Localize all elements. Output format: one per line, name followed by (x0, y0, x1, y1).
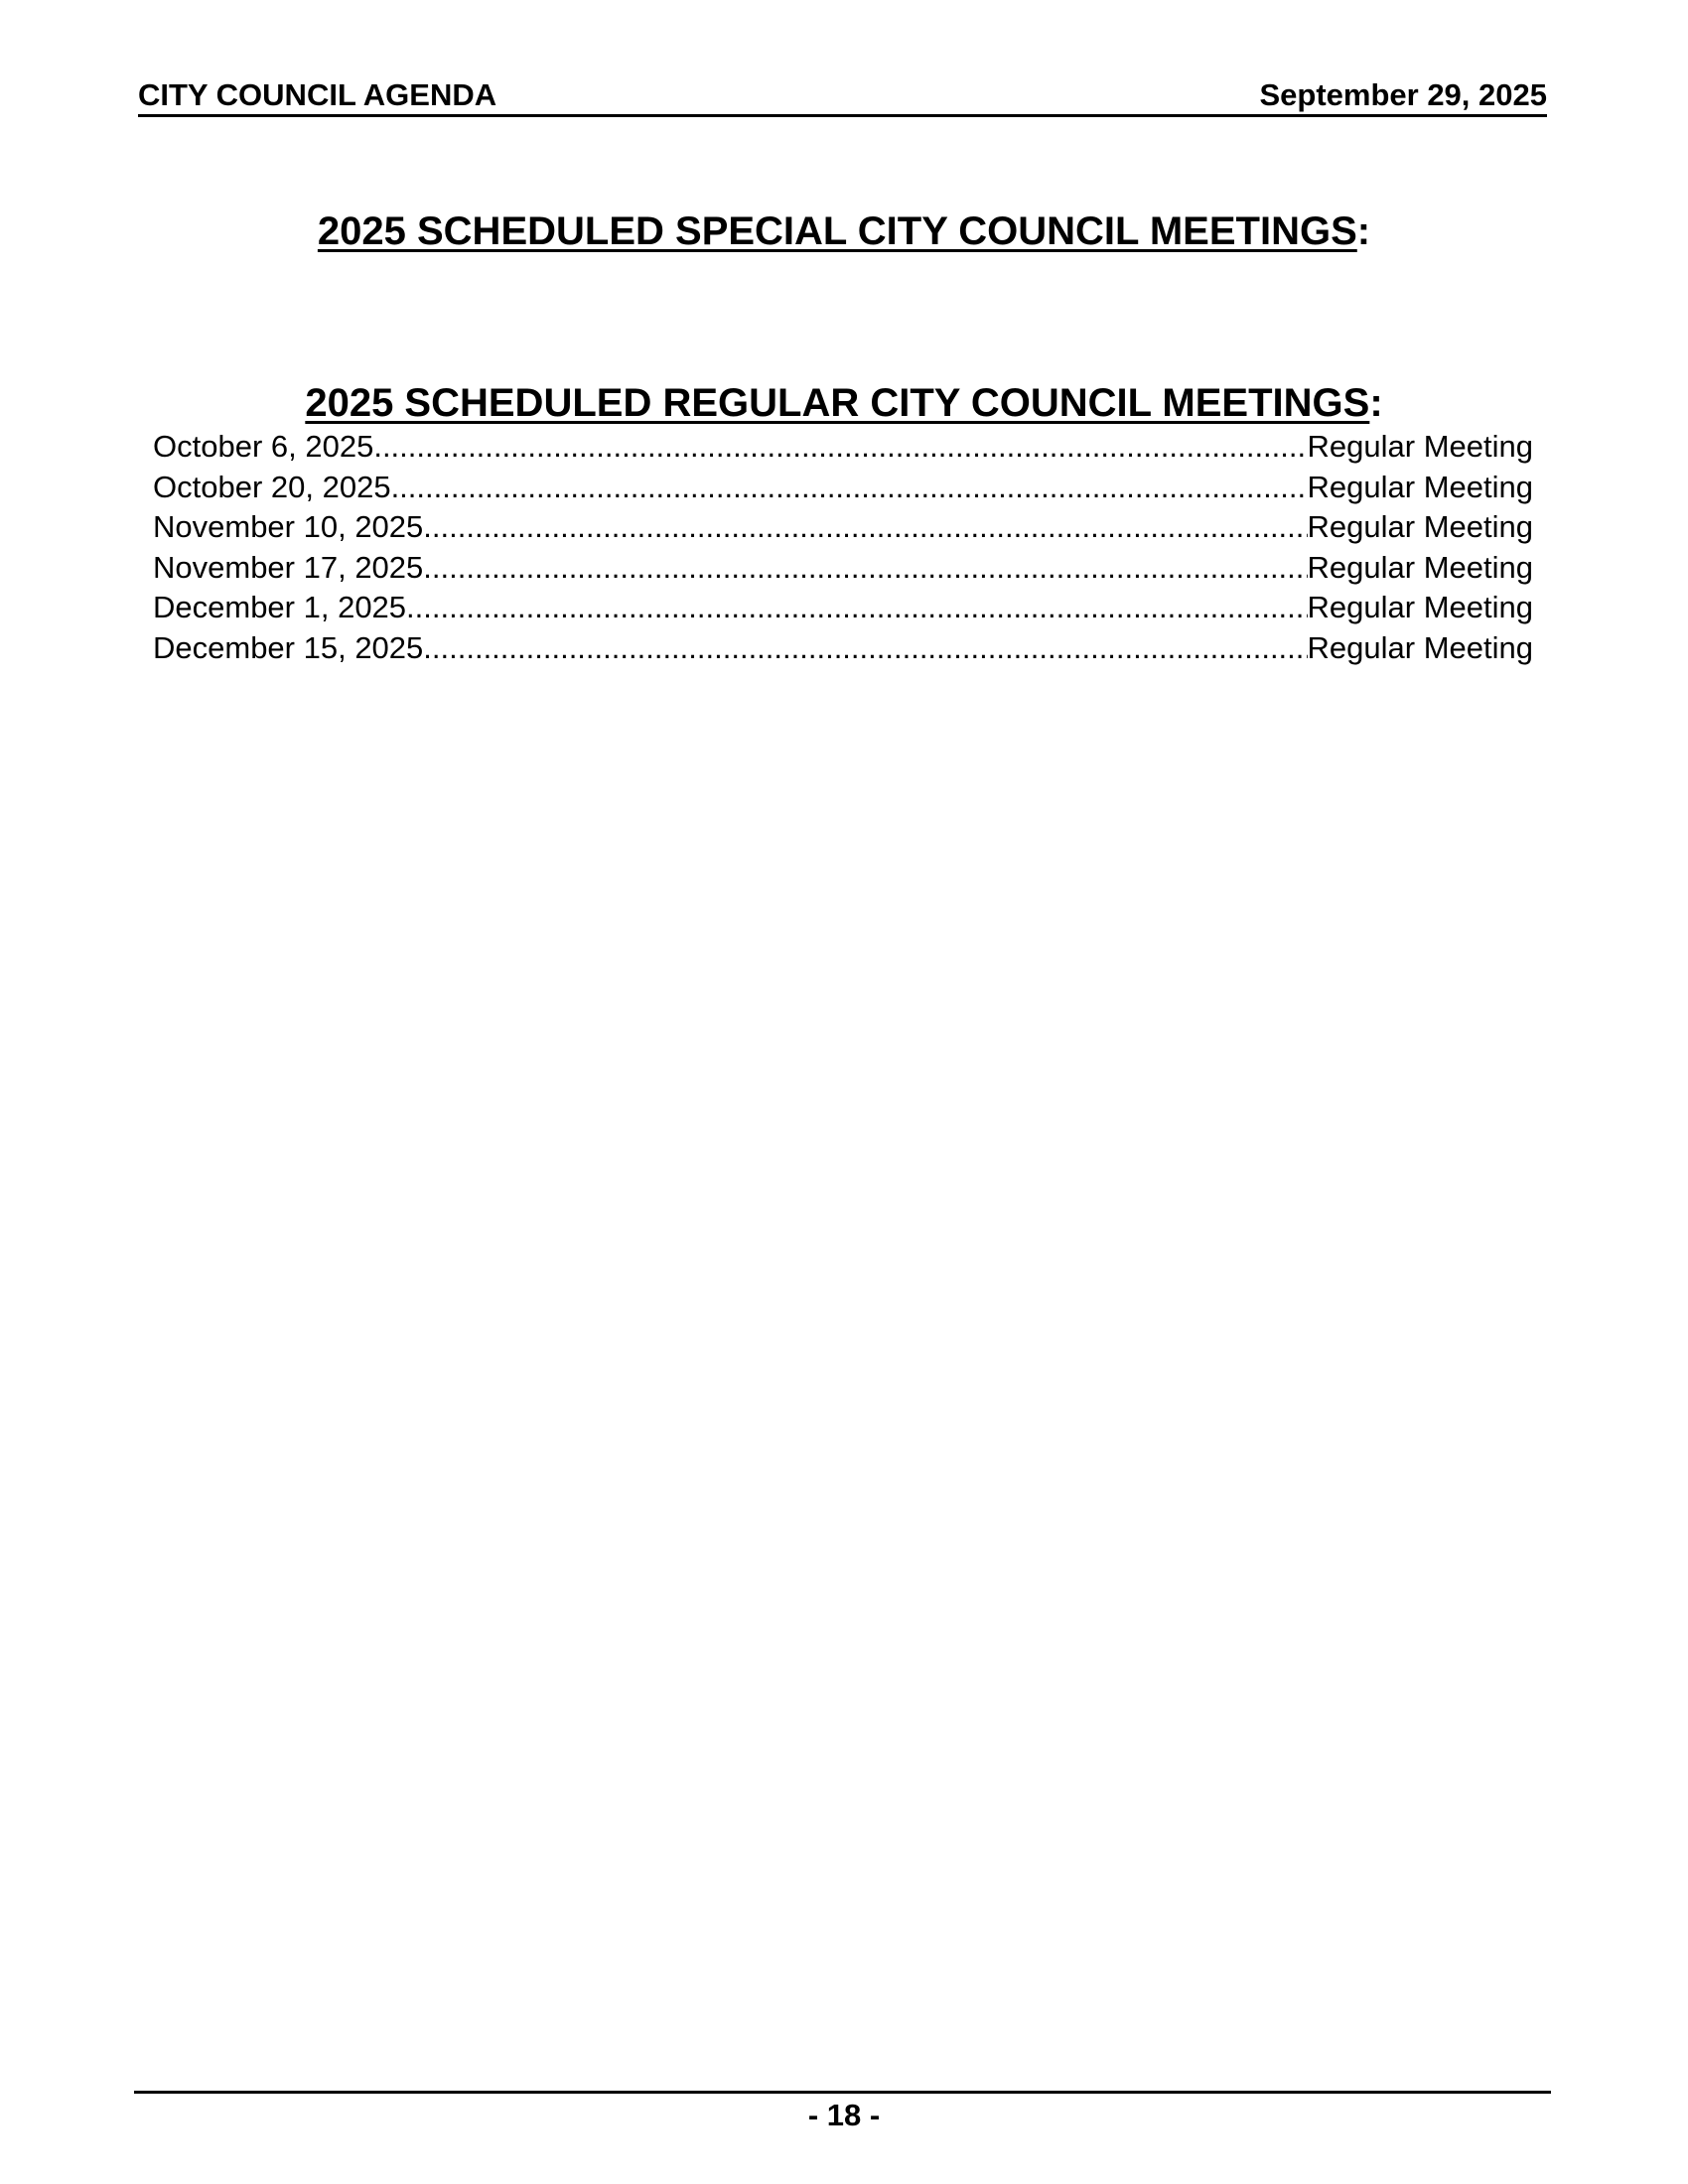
regular-meetings-heading (0, 380, 1688, 426)
meeting-date: December 15, 2025 (153, 629, 424, 665)
list-item (153, 628, 1533, 669)
list-item (153, 427, 1533, 468)
page-header (138, 77, 1547, 117)
regular-meetings-list (153, 427, 1533, 668)
meeting-date: December 1, 2025 (153, 590, 407, 624)
meeting-date: November 17, 2025 (153, 549, 424, 585)
meeting-type: Regular Meeting (1307, 509, 1533, 544)
special-meetings-colon: : (1356, 209, 1371, 253)
dot-leader (423, 548, 1307, 589)
special-meetings-title: 2025 SCHEDULED SPECIAL CITY COUNCIL MEETINGS (317, 209, 1357, 253)
regular-meetings-colon: : (1369, 381, 1383, 425)
dot-leader (406, 588, 1307, 628)
meeting-type: Regular Meeting (1307, 549, 1533, 585)
agenda-date: September 29, 2025 (1259, 77, 1547, 112)
meeting-type: Regular Meeting (1307, 469, 1533, 504)
meeting-date: October 20, 2025 (153, 469, 391, 504)
meeting-date: October 6, 2025 (153, 429, 374, 464)
dot-leader (423, 628, 1307, 669)
list-item (153, 507, 1533, 548)
dot-leader (373, 427, 1307, 468)
meeting-type: Regular Meeting (1307, 429, 1533, 464)
list-item (153, 548, 1533, 589)
meeting-date: November 10, 2025 (153, 509, 424, 544)
agenda-title: CITY COUNCIL AGENDA (138, 77, 497, 112)
meeting-type: Regular Meeting (1307, 590, 1533, 624)
list-item (153, 468, 1533, 508)
page-number: - 18 - (807, 2098, 881, 2132)
meeting-type: Regular Meeting (1307, 629, 1533, 665)
special-meetings-heading (0, 208, 1688, 254)
footer-rule (134, 2091, 1551, 2094)
dot-leader (423, 507, 1307, 548)
regular-meetings-title: 2025 SCHEDULED REGULAR CITY COUNCIL MEETINGS (305, 381, 1370, 425)
dot-leader (391, 468, 1308, 508)
list-item (153, 588, 1533, 628)
